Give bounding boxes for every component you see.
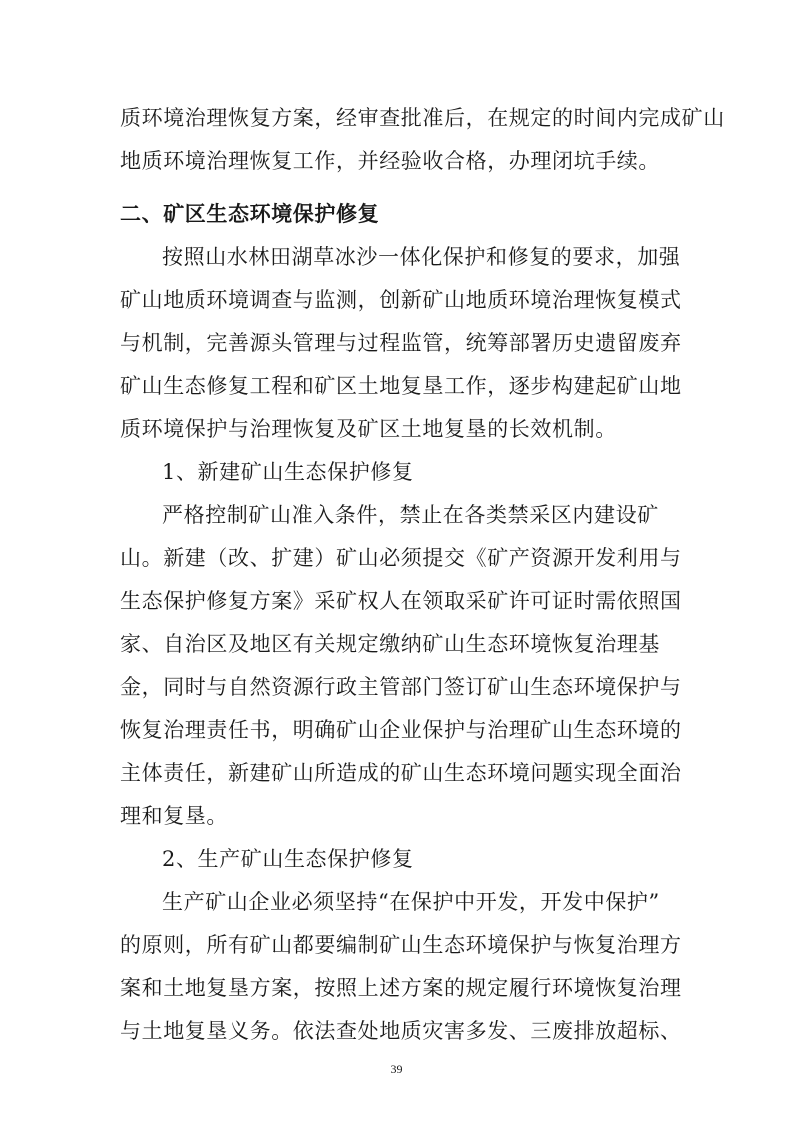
body-text-line: 主体责任，新建矿山所造成的矿山生态环境问题实现全面治 xyxy=(120,761,682,785)
body-text-line: 矿山地质环境调查与监测，创新矿山地质环境治理恢复模式 xyxy=(120,288,682,312)
body-text-line: 生产矿山企业必须坚持“在保护中开发，开发中保护” xyxy=(162,890,660,914)
body-text-line: 与土地复垦义务。依法查处地质灾害多发、三废排放超标、 xyxy=(120,1019,682,1043)
body-text-line: 案和土地复垦方案，按照上述方案的规定履行环境恢复治理 xyxy=(120,976,682,1000)
subsection-heading: 2、生产矿山生态保护修复 xyxy=(162,847,414,871)
page-number: 39 xyxy=(390,1062,403,1076)
body-text-line: 地质环境治理恢复工作，并经验收合格，办理闭坑手续。 xyxy=(120,149,660,173)
body-text-line: 山。新建（改、扩建）矿山必须提交《矿产资源开发利用与 xyxy=(120,546,682,570)
body-text-line: 家、自治区及地区有关规定缴纳矿山生态环境恢复治理基 xyxy=(120,632,660,656)
body-text-line: 质环境治理恢复方案，经审查批准后，在规定的时间内完成矿山 xyxy=(120,106,725,130)
body-text-line: 质环境保护与治理恢复及矿区土地复垦的长效机制。 xyxy=(120,417,617,441)
body-text-line: 的原则，所有矿山都要编制矿山生态环境保护与恢复治理方 xyxy=(120,933,682,957)
body-text-line: 金，同时与自然资源行政主管部门签订矿山生态环境保护与 xyxy=(120,675,682,699)
body-text-line: 严格控制矿山准入条件，禁止在各类禁采区内建设矿 xyxy=(162,503,659,527)
body-text-line: 按照山水林田湖草冰沙一体化保护和修复的要求，加强 xyxy=(162,245,681,269)
body-text-line: 生态保护修复方案》采矿权人在领取采矿许可证时需依照国 xyxy=(120,589,682,613)
body-text-line: 与机制，完善源头管理与过程监管，统筹部署历史遗留废弃 xyxy=(120,331,682,355)
section-heading: 二、矿区生态环境保护修复 xyxy=(120,202,380,226)
body-text-line: 恢复治理责任书，明确矿山企业保护与治理矿山生态环境的 xyxy=(120,718,682,742)
body-text-line: 矿山生态修复工程和矿区土地复垦工作，逐步构建起矿山地 xyxy=(120,374,682,398)
subsection-heading: 1、新建矿山生态保护修复 xyxy=(162,460,414,484)
body-text-line: 理和复垦。 xyxy=(120,804,228,828)
